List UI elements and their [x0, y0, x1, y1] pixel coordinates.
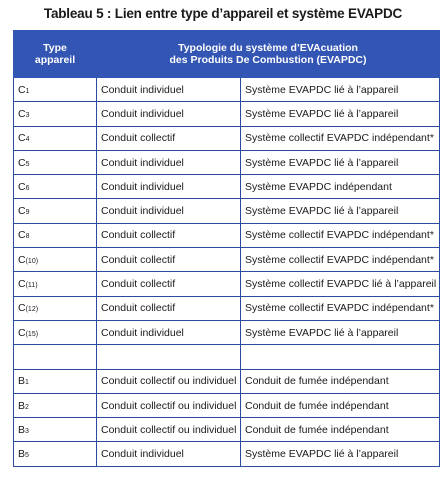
table-row — [14, 175, 440, 199]
type-letter: C — [18, 83, 26, 96]
type-subscript: 2 — [25, 403, 29, 411]
cell-type — [14, 126, 97, 150]
cell-type — [14, 369, 97, 393]
cell-type — [14, 102, 97, 126]
cell-type — [14, 442, 97, 466]
cell-systeme: Système EVAPDC lié à l’appareil — [241, 150, 440, 174]
cell-conduit: Conduit collectif — [97, 272, 241, 296]
cell-systeme: Conduit de fumée indépendant — [241, 418, 440, 442]
header-typologie — [97, 31, 440, 78]
cell-conduit: Conduit individuel — [97, 199, 241, 223]
type-letter: C — [18, 205, 26, 218]
table-row — [14, 199, 440, 223]
cell-conduit: Conduit collectif ou individuel — [97, 418, 241, 442]
cell-type — [14, 418, 97, 442]
cell-systeme: Conduit de fumée indépendant — [241, 369, 440, 393]
table-row — [14, 126, 440, 150]
table-title: Tableau 5 : Lien entre type d’appareil et système EVAPDC — [43, 6, 403, 21]
header-typologie-line1: Typologie du système d’EVAcuation — [178, 42, 358, 54]
type-letter: C — [18, 107, 26, 120]
type-subscript: 9 — [25, 209, 30, 217]
cell-systeme: Système EVAPDC lié à l’appareil — [241, 442, 440, 466]
cell-conduit: Conduit collectif — [97, 126, 241, 150]
type-letter: C — [18, 253, 26, 266]
table-row — [14, 248, 440, 272]
cell-systeme: Système EVAPDC lié à l’appareil — [241, 320, 440, 344]
type-letter: B — [18, 423, 26, 436]
table-row — [14, 223, 440, 247]
cell-type — [14, 223, 97, 247]
table-body — [14, 78, 440, 467]
header-typologie-line2: des Produits De Combustion (EVAPDC) — [169, 54, 367, 66]
table-row — [14, 345, 440, 369]
table-row — [14, 418, 440, 442]
type-subscript: (15) — [25, 330, 39, 338]
cell-type — [14, 199, 97, 223]
cell-type — [14, 150, 97, 174]
table-row — [14, 272, 440, 296]
table-row — [14, 320, 440, 344]
cell-conduit: Conduit individuel — [97, 150, 241, 174]
type-subscript: (11) — [25, 282, 38, 290]
cell-systeme: Système collectif EVAPDC indépendant* — [241, 248, 440, 272]
cell-conduit: Conduit individuel — [97, 78, 241, 102]
type-letter: B — [18, 448, 26, 461]
type-letter: C — [18, 229, 26, 242]
type-subscript: 8 — [25, 233, 30, 241]
evapdc-table — [13, 30, 440, 467]
cell-type — [14, 272, 97, 296]
type-letter: C — [18, 326, 26, 339]
cell-systeme: Système EVAPDC indépendant — [241, 175, 440, 199]
cell-type — [14, 320, 97, 344]
cell-conduit: Conduit collectif — [97, 223, 241, 247]
cell-conduit: Conduit individuel — [97, 102, 241, 126]
table-row — [14, 150, 440, 174]
type-subscript: 6 — [25, 184, 30, 192]
cell-conduit: Conduit individuel — [97, 320, 241, 344]
header-row — [14, 31, 440, 78]
cell-type — [14, 296, 97, 320]
cell-conduit: Conduit individuel — [97, 442, 241, 466]
type-subscript: 5 — [25, 452, 29, 460]
type-subscript: 3 — [25, 427, 29, 435]
cell-conduit: Conduit individuel — [97, 175, 241, 199]
cell-systeme: Système EVAPDC lié à l’appareil — [241, 78, 440, 102]
table-row — [14, 442, 440, 466]
cell-systeme — [241, 345, 440, 369]
cell-type — [14, 175, 97, 199]
cell-type — [14, 248, 97, 272]
table-row — [14, 369, 440, 393]
type-letter: C — [18, 180, 26, 193]
type-letter: C — [18, 156, 26, 169]
type-letter: C — [18, 132, 26, 145]
type-subscript: (10) — [25, 257, 39, 265]
type-subscript: 1 — [25, 379, 29, 387]
cell-conduit — [97, 345, 241, 369]
table-row — [14, 393, 440, 417]
type-subscript: 3 — [25, 111, 30, 119]
table-row — [14, 296, 440, 320]
cell-conduit: Conduit collectif ou individuel — [97, 369, 241, 393]
type-letter: B — [18, 399, 26, 412]
cell-systeme: Système collectif EVAPDC lié à l’appareil — [241, 272, 440, 296]
cell-conduit: Conduit collectif ou individuel — [97, 393, 241, 417]
table-row — [14, 102, 440, 126]
type-subscript: 1 — [25, 87, 30, 95]
cell-type — [14, 345, 97, 369]
cell-systeme: Système collectif EVAPDC indépendant* — [241, 223, 440, 247]
cell-conduit: Conduit collectif — [97, 248, 241, 272]
header-type-line2: appareil — [34, 54, 76, 66]
type-letter: B — [18, 375, 26, 388]
cell-type — [14, 78, 97, 102]
header-type-line1: Type — [43, 42, 67, 54]
type-subscript: (12) — [25, 306, 39, 314]
type-subscript: 5 — [25, 160, 30, 168]
cell-systeme: Système EVAPDC lié à l’appareil — [241, 199, 440, 223]
cell-systeme: Système collectif EVAPDC indépendant* — [241, 126, 440, 150]
type-letter: C — [18, 278, 26, 291]
cell-type — [14, 393, 97, 417]
cell-systeme: Système EVAPDC lié à l’appareil — [241, 102, 440, 126]
header-type-appareil — [14, 31, 97, 78]
table-row — [14, 78, 440, 102]
cell-systeme: Conduit de fumée indépendant — [241, 393, 440, 417]
type-letter: C — [18, 302, 26, 315]
cell-systeme: Système collectif EVAPDC indépendant* — [241, 296, 440, 320]
table-header — [14, 31, 440, 78]
type-subscript: 4 — [25, 136, 30, 144]
cell-conduit: Conduit collectif — [97, 296, 241, 320]
